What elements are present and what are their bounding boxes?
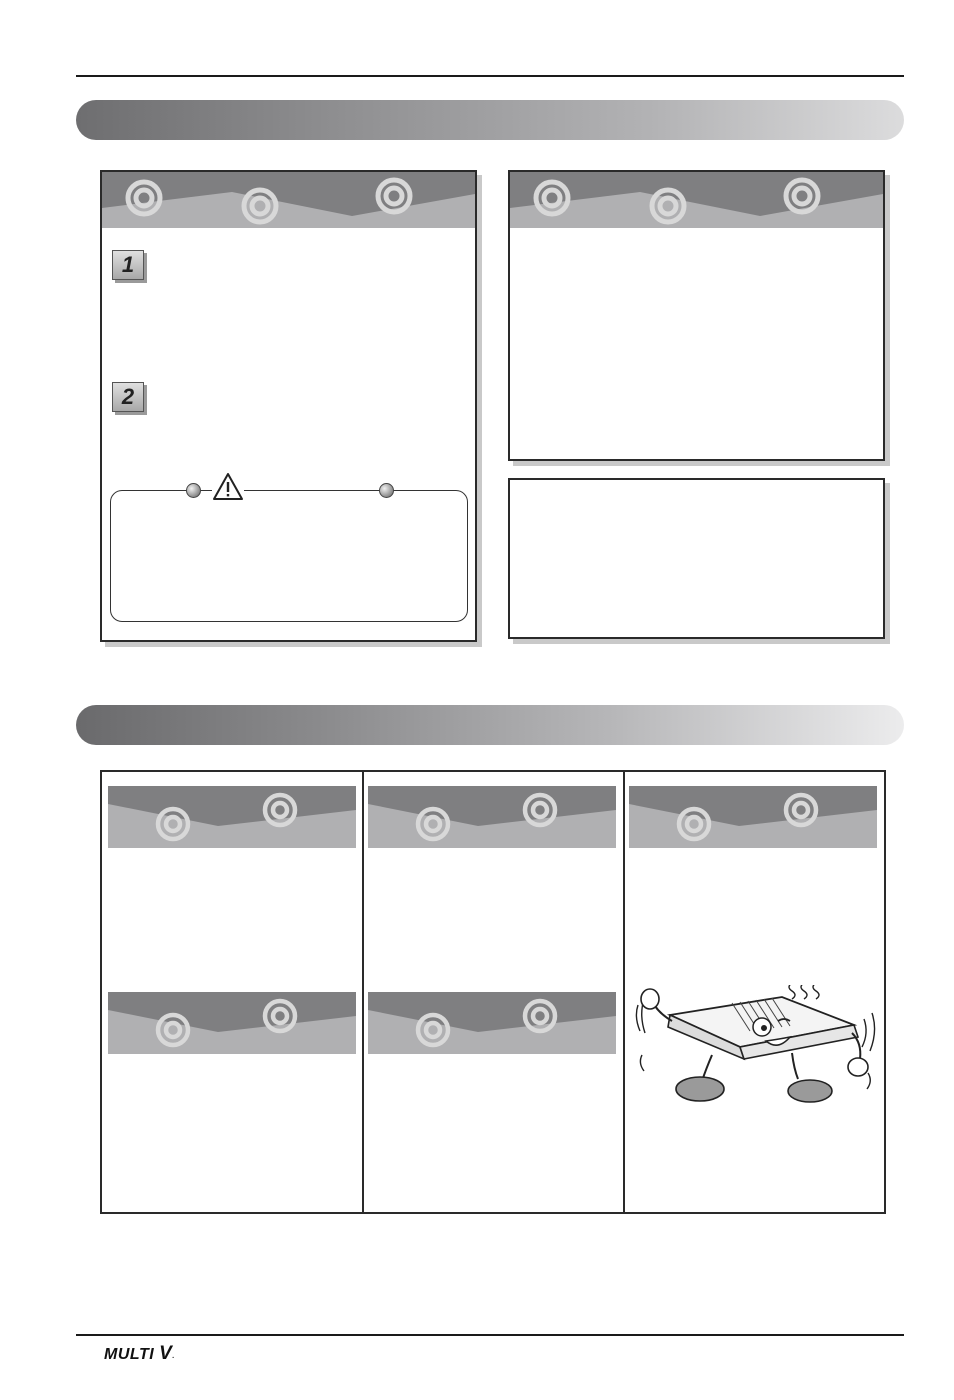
caution-dot-left [186,483,201,498]
grid-header-band-1 [108,786,356,848]
step-2-badge: 2 [112,382,144,412]
column-divider-2 [623,772,625,1212]
panel-header-band [510,172,883,228]
grid-header-band-3 [629,786,877,848]
grid-header-band-4 [108,992,356,1054]
cassette-unit-mascot [632,985,884,1115]
caution-dot-right [379,483,394,498]
step-1-badge: 1 [112,250,144,280]
column-divider-1 [362,772,364,1212]
panel-header-band [102,172,475,228]
section-header-bar-2 [76,705,904,745]
logo-mark: . [172,1353,175,1360]
right-top-panel [508,170,885,461]
left-instruction-panel [100,170,477,642]
multi-v-logo [104,1343,175,1365]
grid-header-band-2 [368,786,616,848]
warning-triangle-icon [212,472,244,502]
bottom-rule [76,1334,904,1336]
logo-v: V [159,1343,173,1364]
grid-header-band-5 [368,992,616,1054]
section-header-bar-1 [76,100,904,140]
logo-text: MULTI [104,1346,155,1363]
right-bottom-panel [508,478,885,639]
top-rule [76,75,904,77]
caution-box [110,490,468,622]
